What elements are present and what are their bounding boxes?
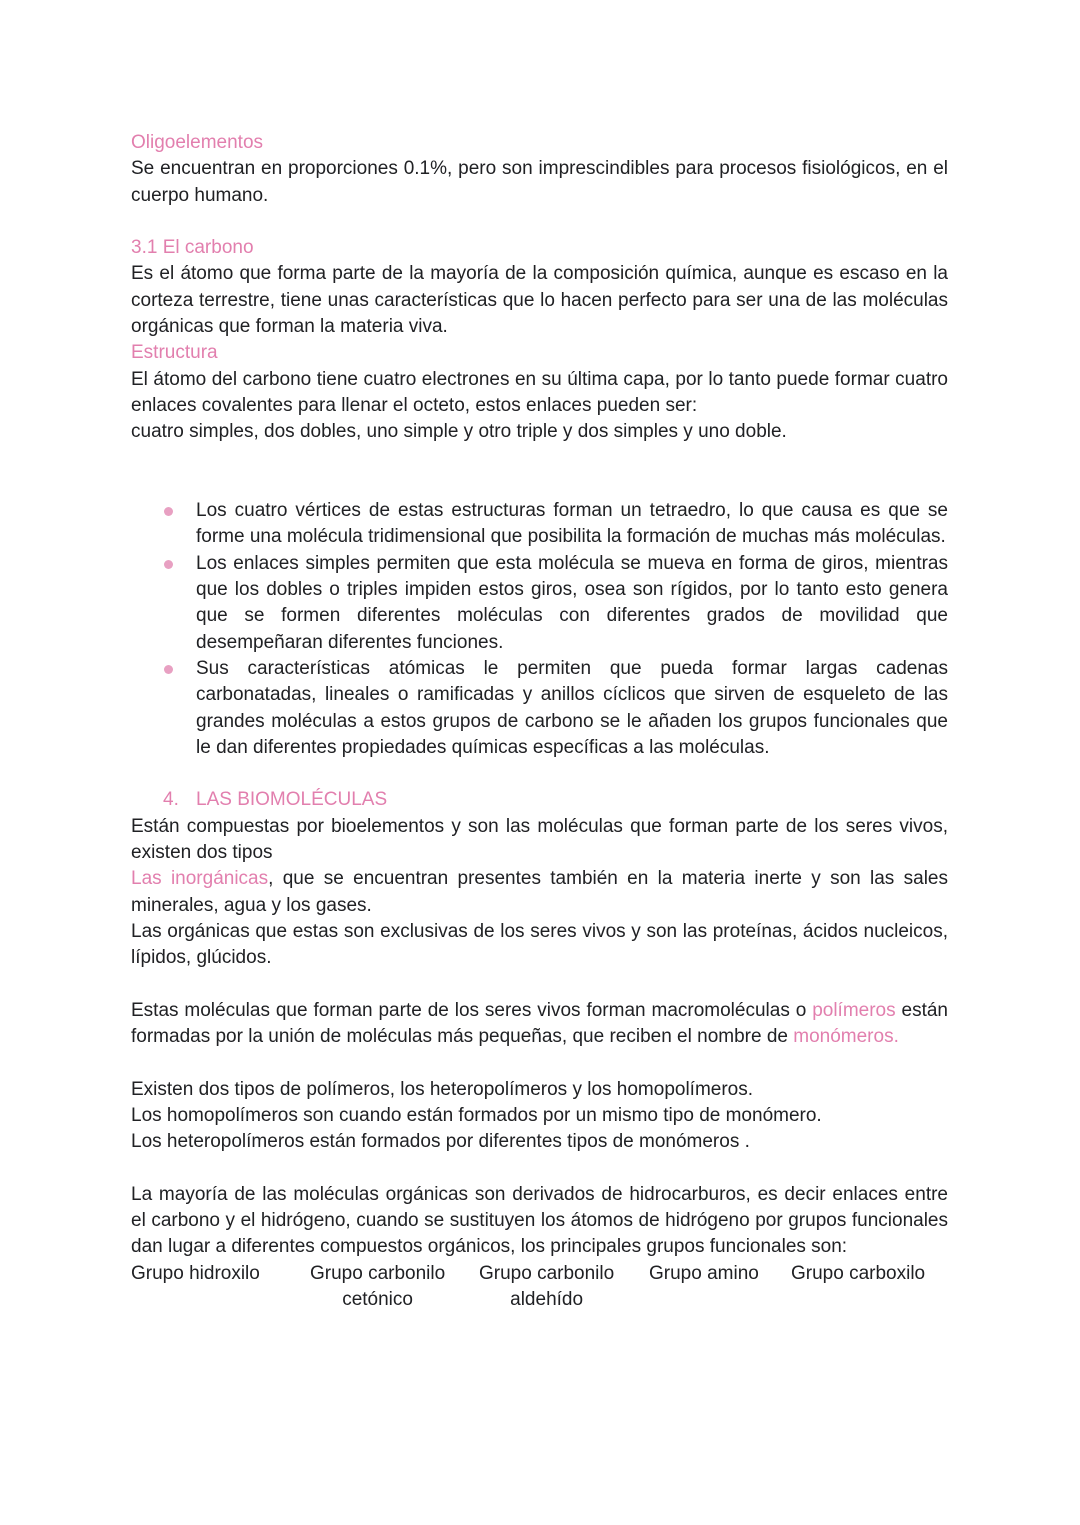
- bullet-dot-icon: [164, 665, 173, 674]
- heading-text: LAS BIOMOLÉCULAS: [196, 789, 388, 811]
- grupo-sublabel: cetónico: [342, 1289, 413, 1311]
- text-polimeros-b: están formadas por la unión de moléculas más pequeñas, que reciben el nombre de: [131, 999, 948, 1048]
- spacer: [131, 972, 948, 998]
- grupo-label: Grupo carbonilo: [310, 1262, 446, 1284]
- grupo-label: Grupo carbonilo: [479, 1262, 615, 1284]
- term-monomeros: monómeros.: [793, 1026, 899, 1048]
- text-inorganicas: , que se encuentran presentes también en la materia inerte y son las sales minerales, agua y los gases.: [131, 868, 948, 916]
- grupo-label: Grupo amino: [649, 1262, 759, 1284]
- paragraph-estructura-enlaces: cuatro simples, dos dobles, uno simple y otro triple y dos simples y uno doble.: [131, 421, 787, 443]
- spacer: [131, 1156, 948, 1182]
- line-heteropolimeros: Los heteropolímeros están formados por diferentes tipos de monómeros .: [131, 1131, 750, 1153]
- grupo-label: Grupo hidroxilo: [131, 1262, 260, 1284]
- list-item-text: Sus características atómicas le permiten que pueda formar largas cadenas carbonatadas, lineales o ramificadas y anillos cíclicos que sirven de esqueleto de las grandes moléculas a estos grupos de carbono se le añaden los grupos funcionales que le dan diferentes propiedades químicas específicas a las moléculas.: [196, 657, 948, 758]
- list-item: [131, 498, 948, 551]
- grupos-funcionales-row: [131, 1261, 948, 1317]
- text-polimeros-a: Estas moléculas que forman parte de los seres vivos forman macromoléculas o: [131, 999, 813, 1021]
- list-item: [131, 656, 948, 761]
- line-tipos-polimeros: Existen dos tipos de polímeros, los heteropolímeros y los homopolímeros.: [131, 1078, 754, 1100]
- paragraph-estructura: El átomo del carbono tiene cuatro electrones en su última capa, por lo tanto puede formar cuatro enlaces covalentes para llenar el octeto, estos enlaces pueden ser:: [131, 368, 948, 416]
- paragraph-polimeros: [131, 998, 948, 1051]
- list-item-text: Los enlaces simples permiten que esta molécula se mueva en forma de giros, mientras que los dobles o triples impiden estos giros, osea son rígidos, por lo tanto esto genera que se formen diferentes moléculas con diferentes grados de movilidad que desempeñaran diferentes funciones.: [196, 552, 948, 653]
- term-polimeros: polímeros: [812, 999, 896, 1021]
- bullet-dot-icon: [164, 507, 173, 516]
- grupo-carboxilo: [791, 1261, 925, 1287]
- grupo-carbonilo-cetonico: [310, 1261, 445, 1314]
- grupo-hidroxilo: [131, 1261, 260, 1287]
- term-inorganicas: Las inorgánicas: [131, 868, 269, 890]
- grupo-amino: [649, 1261, 759, 1287]
- grupo-sublabel: aldehído: [510, 1289, 584, 1311]
- spacer: [131, 1050, 948, 1076]
- paragraph-inorganicas: [131, 866, 948, 919]
- heading-oligoelementos: Oligoelementos: [131, 132, 264, 153]
- heading-number: 4.: [163, 789, 179, 811]
- list-item-text: Los cuatro vértices de estas estructuras forman un tetraedro, lo que causa es que se forme una molécula tridimensional que posibilita la formación de muchas más moléculas.: [196, 500, 948, 548]
- line-homopolimeros: Los homopolímeros son cuando están formados por un mismo tipo de monómero.: [131, 1104, 822, 1126]
- grupo-label: Grupo carboxilo: [791, 1262, 926, 1284]
- bullet-list-carbono: [131, 498, 948, 761]
- document-content: [131, 130, 948, 1317]
- heading-el-carbono: 3.1 El carbono: [131, 237, 254, 259]
- paragraph-organicas: Las orgánicas que estas son exclusivas de los seres vivos y son las proteínas, ácidos nucleicos, lípidos, glúcidos.: [131, 920, 948, 969]
- paragraph-carbono: Es el átomo que forma parte de la mayoría de la composición química, aunque es escaso en la corteza terrestre, tiene unas características que lo hacen perfecto para ser una de las moléculas orgánicas que forman la materia viva.: [131, 263, 948, 338]
- spacer: [131, 446, 948, 499]
- paragraph-hidrocarburos: La mayoría de las moléculas orgánicas son derivados de hidrocarburos, es decir enlaces entre el carbono y el hidrógeno, cuando se sustituyen los átomos de hidrógeno por grupos funcionales dan lugar a diferentes compuestos orgánicos, los principales grupos funcionales son:: [131, 1183, 948, 1258]
- paragraph-biomoleculas-intro: Están compuestas por bioelementos y son las moléculas que forman parte de los seres vivos, existen dos tipos: [131, 815, 948, 864]
- list-item: [131, 551, 948, 656]
- heading-biomoleculas: [131, 787, 948, 813]
- bullet-dot-icon: [164, 560, 173, 569]
- spacer: [131, 761, 948, 787]
- paragraph-oligoelementos: Se encuentran en proporciones 0.1%, pero son imprescindibles para procesos fisiológicos, en el cuerpo humano.: [131, 158, 948, 206]
- spacer: [131, 209, 948, 235]
- heading-estructura: Estructura: [131, 342, 218, 364]
- grupo-carbonilo-aldehido: [479, 1261, 614, 1314]
